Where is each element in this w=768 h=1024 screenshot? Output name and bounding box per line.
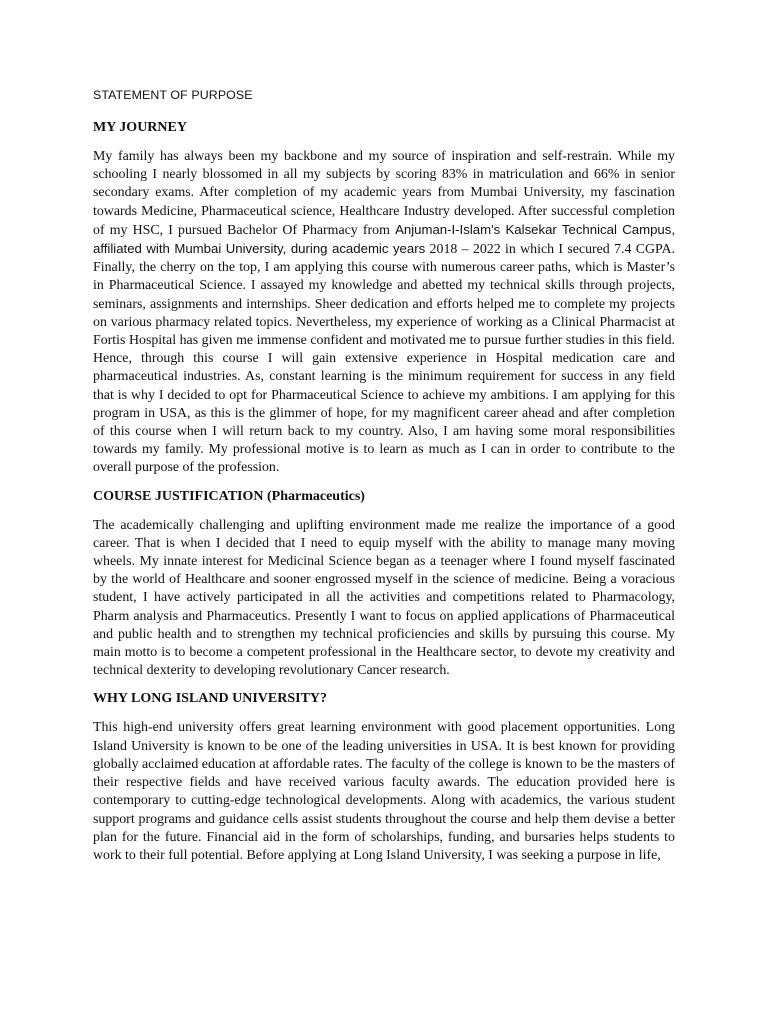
document-title: STATEMENT OF PURPOSE — [93, 88, 253, 102]
section-heading-my-journey: MY JOURNEY — [93, 120, 187, 135]
journey-text-part-1: My family has always been my backbone and my source of inspiration and self-restrain. While my schooling I nearly blossomed in all my subjects by scoring 83% in matriculation and 66% in senior secondary exams. After completion of my academic years from Mumbai University, my fascination towards Medicine, Pharmaceutical science, Healthcare Industry developed. After successful completion of my HSC, I pursued Bachelor Of Pharmacy from — [93, 149, 675, 238]
section-body-why-long-island: This high-end university offers great learning environment with good placement opportunities. Long Island University is known to be one of the leading universities in USA. It is best known for providing globally acclaimed education at affordable rates. The faculty of the college is known to be the masters of their respective fields and have received various faculty awards. The education provided here is contemporary to cutting-edge technological developments. Along with academics, the various student support programs and guidance cells assist students throughout the course and help them devise a better plan for the future. Financial aid in the form of scholarships, funding, and bursaries helps students to work to their full potential. Before applying at Long Island University, I was seeking a purpose in life, — [93, 720, 675, 863]
journey-text-part-3: 2018 – 2022 in which I secured 7.4 CGPA. Finally, the cherry on the top, I am applying this course with numerous career paths, which is Master’s in Pharmaceutical Science. I assayed my knowledge and abetted my technical skills through projects, seminars, assignments and internships. Sheer dedication and efforts helped me to complete my projects on various pharmacy related topics. Nevertheless, my experience of working as a Clinical Pharmacist at Fortis Hospital has given me immense confident and motivated me to pursue further studies in this field. Hence, through this course I will gain extensive experience in Hospital medication care and pharmaceutical industries. As, constant learning is the minimum requirement for success in any field that is why I decided to opt for Pharmaceutical Science to achieve my ambitions. I am applying for this program in USA, as this is the glimmer of hope, for my magnificent career ahead and after completion of this course when I will return back to my country. Also, I am having some moral responsibilities towards my family. My professional motive is to learn as much as I can in order to contribute to the overall purpose of the profession. — [93, 242, 676, 476]
journey-text-part-2: Anjuman-I-Islam's Kalsekar Technical Campus, affiliated with Mumbai University, during academic years — [93, 221, 675, 257]
section-why-long-island — [93, 690, 675, 865]
section-body-my-journey — [93, 148, 675, 478]
section-heading-why-long-island: WHY LONG ISLAND UNIVERSITY? — [93, 691, 328, 707]
section-body-course-justification: The academically challenging and uplifting environment made me realize the importance of a good career. That is when I decided that I need to equip myself with the ability to manage many moving wheels. My innate interest for Medicinal Science began as a teenager where I found myself fascinated by the world of Healthcare and sooner engrossed myself in the science of medicine. Being a voracious student, I have actively participated in all the activities and competitions related to Pharmacology, Pharm analysis and Pharmaceutics. Presently I want to focus on applied applications of Pharmaceutical and public health and to strengthen my technical proficiencies and skills by pursuing this course. My main motto is to become a competent professional in the Healthcare sector, to devote my creativity and technical dexterity to developing revolutionary Cancer research. — [93, 517, 675, 679]
section-heading-course-justification: COURSE JUSTIFICATION (Pharmaceutics) — [93, 488, 365, 504]
section-course-justification — [93, 488, 675, 681]
section-my-journey — [93, 119, 675, 478]
